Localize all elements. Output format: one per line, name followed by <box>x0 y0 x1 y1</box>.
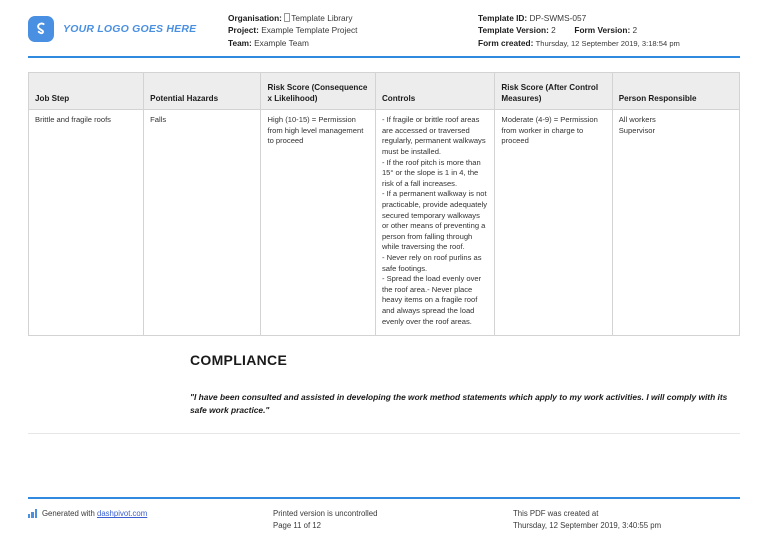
bar-chart-icon <box>28 509 37 518</box>
cell-potential-hazards-text: Falls <box>150 115 167 125</box>
logo-text: YOUR LOGO GOES HERE <box>63 23 197 35</box>
column-header-person-responsible: Person Responsible <box>612 73 739 110</box>
compliance-section <box>190 352 740 417</box>
meta-project <box>228 24 478 36</box>
cell-person-responsible <box>612 110 739 336</box>
footer-generated-block <box>28 508 273 519</box>
meta-team <box>228 37 478 49</box>
footer-divider <box>28 497 740 499</box>
meta-template-id-label: Template ID: <box>478 13 528 23</box>
missing-glyph-icon <box>284 13 290 22</box>
cell-potential-hazards <box>144 110 261 336</box>
cell-risk-score-before-text: High (10-15) = Permission from high level management to proceed <box>267 115 364 146</box>
compliance-statement: "I have been consulted and assisted in developing the work method statements which apply to my work activities. I will comply with its safe work practice." <box>190 392 728 416</box>
risk-assessment-table-wrap <box>28 72 740 336</box>
footer-printed-notice: Printed version is uncontrolled <box>273 509 378 519</box>
cell-controls-text: - If fragile or brittle roof areas are accessed or traversed regularly, permanent walkways must be installed. - If the roof pitch is more than 15° or the slope is 1 in 4, the risk of a fall increases. - If a permanent walkway is not practicable, provide adequately secured temporary walkways or other means of preventing a person from falling through while traversing the roof. - Never rely on roof purlins as safe footings. - Spread the load evenly over the roof area.- Never place heavy items on a fragile roof and always spread the load evenly over the roof areas. <box>381 115 488 326</box>
cell-risk-score-before <box>261 110 375 336</box>
footer-page-number: Page 11 of 12 <box>273 520 321 530</box>
meta-form-created-value: Thursday, 12 September 2019, 3:18:54 pm <box>535 38 680 48</box>
meta-organisation-value: Template Library <box>291 13 353 23</box>
cell-person-responsible-text: All workers Supervisor <box>618 115 656 135</box>
column-header-job-step: Job Step <box>29 73 144 110</box>
meta-versions <box>478 24 740 36</box>
logo-block <box>28 12 228 42</box>
risk-assessment-table <box>28 72 740 336</box>
meta-template-id <box>478 12 740 24</box>
table-header-row <box>29 73 740 110</box>
meta-form-version-label: Form Version: <box>574 25 631 36</box>
dashpivot-link[interactable]: dashpivot.com <box>96 509 148 519</box>
column-header-potential-hazards: Potential Hazards <box>144 73 261 110</box>
cell-controls <box>375 110 494 336</box>
meta-team-value: Example Team <box>254 37 309 48</box>
footer-columns <box>28 508 740 531</box>
document-header <box>0 0 768 50</box>
meta-form-version-value: 2 <box>632 25 638 36</box>
cell-risk-score-after-text: Moderate (4-9) = Permission from worker in charge to proceed <box>501 115 598 146</box>
meta-template-id-value: DP-SWMS-057 <box>529 13 587 23</box>
cell-job-step-text: Brittle and fragile roofs <box>35 115 111 125</box>
footer-generated-prefix: Generated with <box>41 509 97 519</box>
footer-generated-text <box>42 508 147 519</box>
document-footer <box>0 497 768 543</box>
column-header-controls: Controls <box>375 73 494 110</box>
column-header-risk-score-before: Risk Score (Consequence x Likelihood) <box>261 73 375 110</box>
header-meta-right <box>478 12 740 50</box>
compliance-divider <box>28 433 740 434</box>
meta-form-created-label: Form created: <box>478 37 534 48</box>
meta-form-created <box>478 37 740 50</box>
footer-print-block <box>273 508 513 531</box>
compliance-title: COMPLIANCE <box>190 352 288 369</box>
footer-created-block <box>513 508 740 531</box>
meta-project-value: Example Template Project <box>261 25 358 36</box>
footer-created-timestamp: Thursday, 12 September 2019, 3:40:55 pm <box>513 520 662 530</box>
logo-mark-icon <box>28 16 54 42</box>
meta-template-version-value: 2 <box>551 25 556 36</box>
meta-template-version-label: Template Version: <box>478 25 549 36</box>
meta-team-label: Team: <box>228 37 252 48</box>
table-row <box>29 110 740 336</box>
column-header-risk-score-after: Risk Score (After Control Measures) <box>495 73 612 110</box>
meta-organisation <box>228 12 478 24</box>
cell-risk-score-after <box>495 110 612 336</box>
header-meta-left <box>228 12 478 49</box>
header-divider <box>28 56 740 58</box>
cell-job-step <box>29 110 144 336</box>
footer-created-label: This PDF was created at <box>513 509 599 519</box>
meta-organisation-label: Organisation: <box>228 13 282 23</box>
meta-project-label: Project: <box>228 25 259 36</box>
